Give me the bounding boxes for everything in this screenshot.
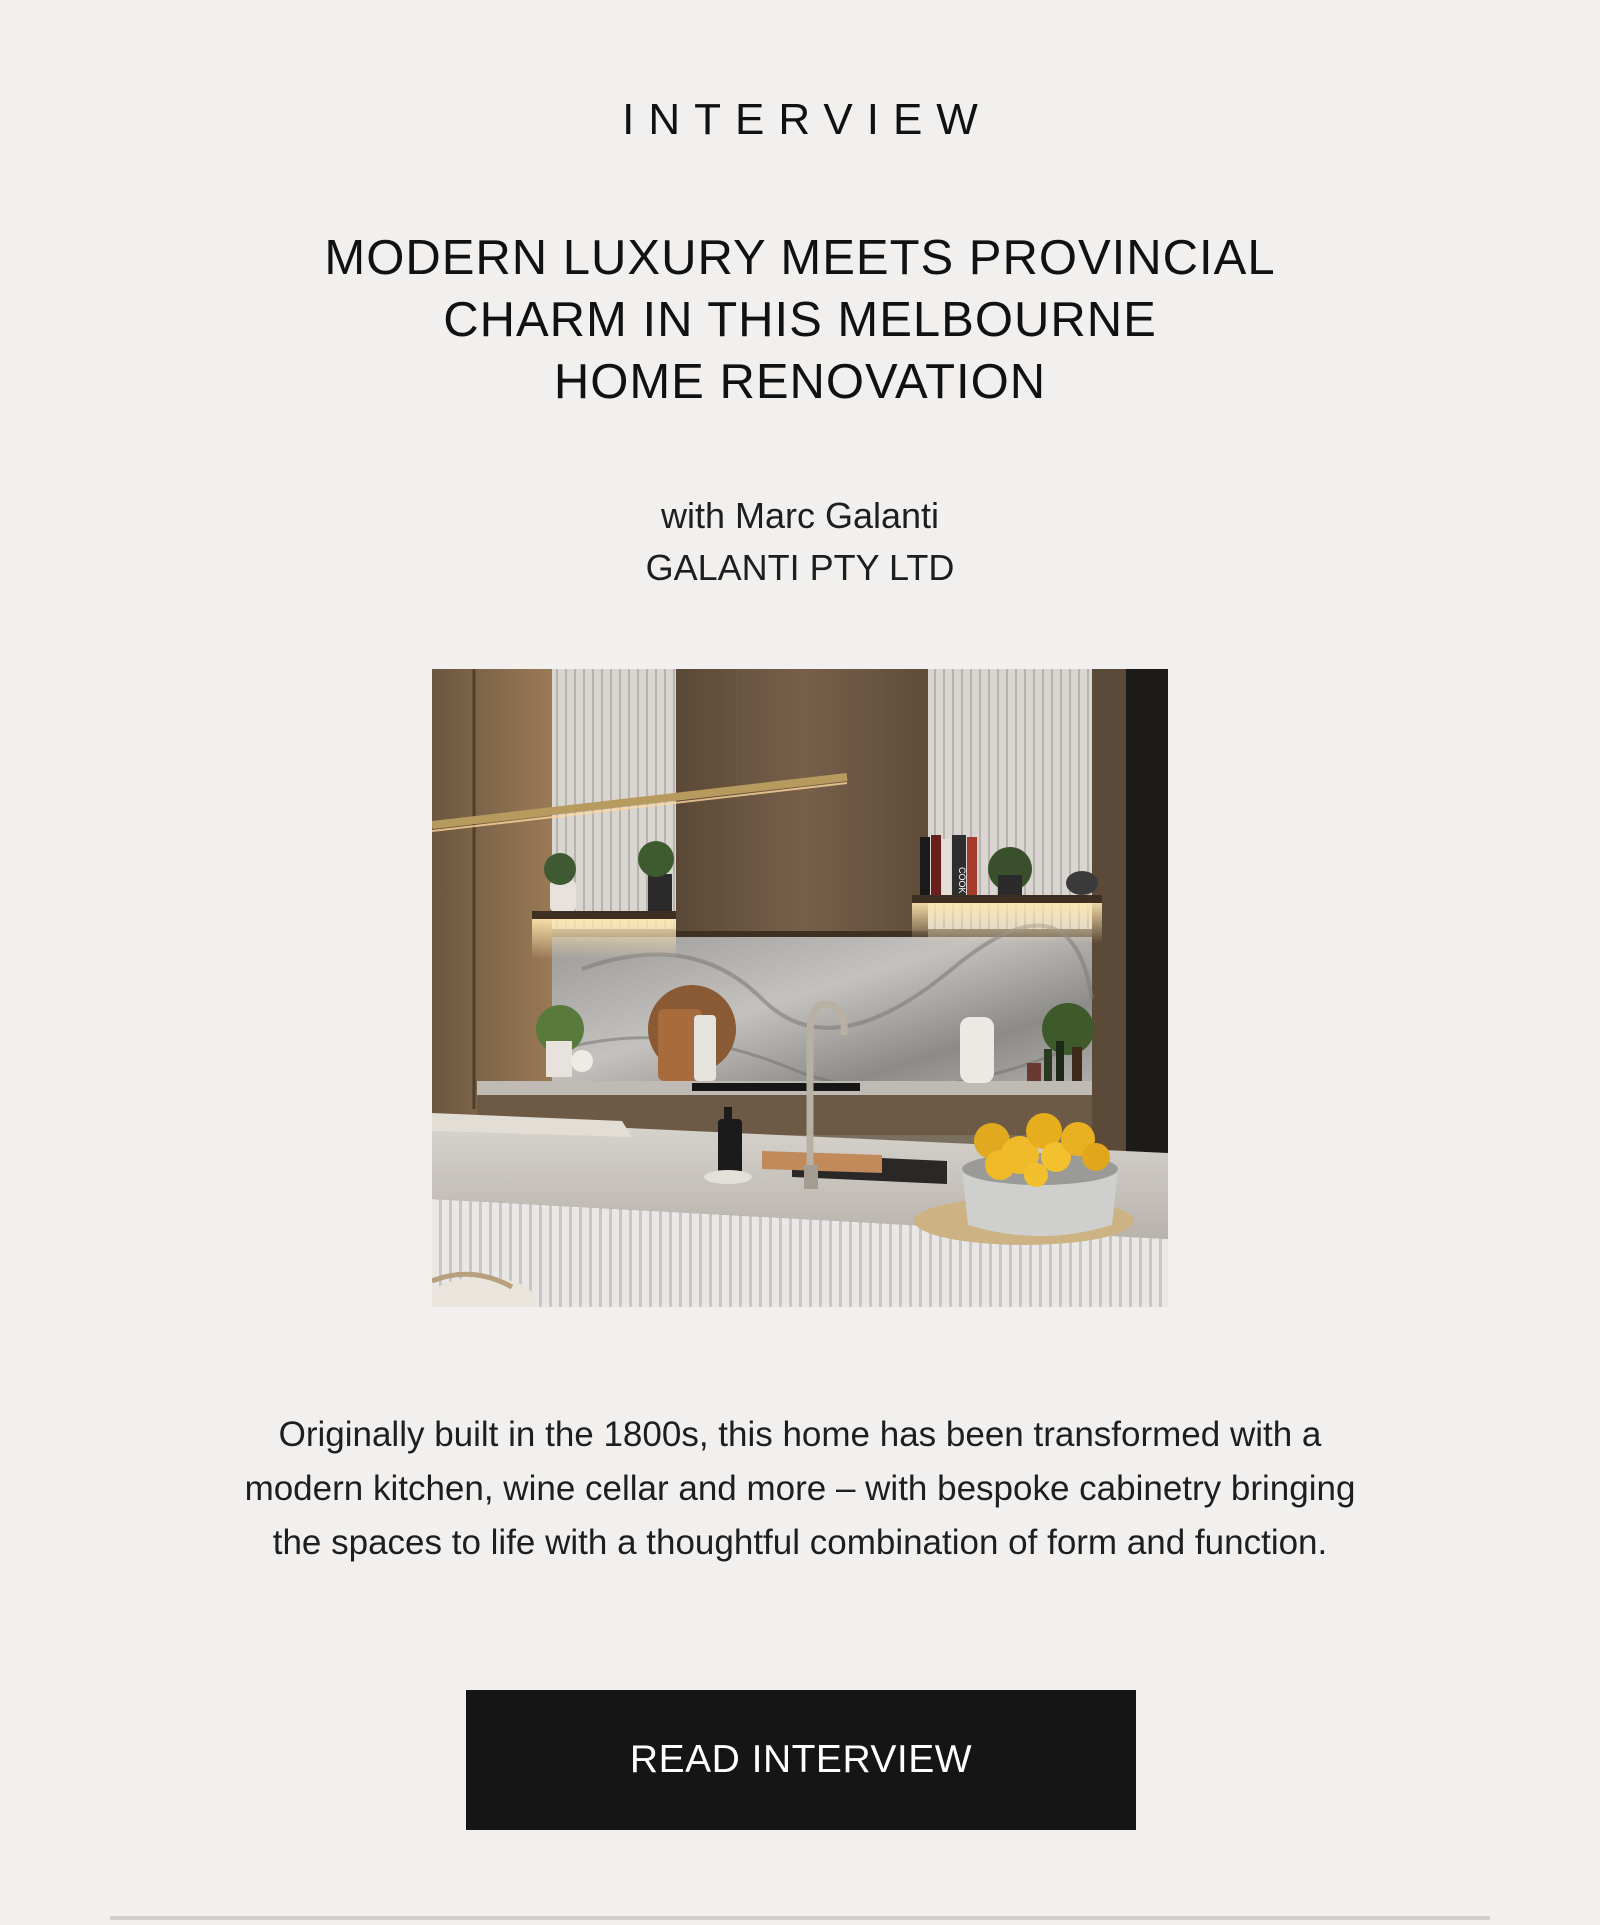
article-intro [150,1408,1450,1570]
author-name: with Marc Galanti [660,495,940,536]
section-divider [110,1916,1490,1920]
article-byline [0,490,1600,594]
read-interview-button[interactable]: READ INTERVIEW [466,1690,1136,1830]
article-title-line-3: HOME RENOVATION [553,355,1047,409]
intro-line-1: Originally built in the 1800s, this home has been transformed with a [278,1415,1322,1454]
intro-line-3: the spaces to life with a thoughtful combination of form and function. [272,1523,1328,1562]
kitchen-hero-image[interactable] [432,669,1168,1307]
section-eyebrow: INTERVIEW [622,95,992,144]
article-title-line-2: CHARM IN THIS MELBOURNE [443,293,1157,347]
intro-line-2: modern kitchen, wine cellar and more – with bespoke cabinetry bringing [244,1469,1356,1508]
article-title [200,227,1400,413]
company-name: GALANTI PTY LTD [645,547,955,588]
article-title-line-1: MODERN LUXURY MEETS PROVINCIAL [324,231,1276,285]
book-spine-text: COOK [957,867,967,894]
